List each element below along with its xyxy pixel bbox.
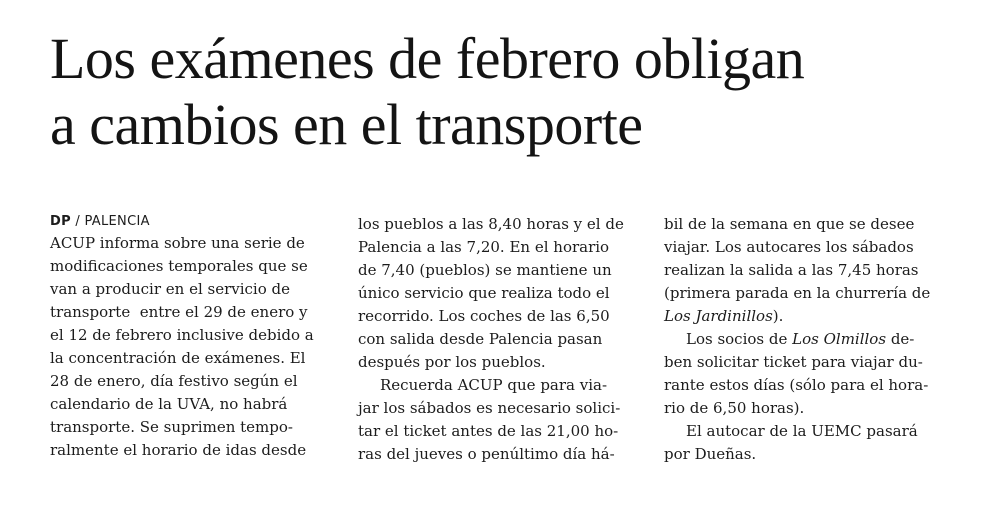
text-line: ben solicitar ticket para viajar du-: [664, 353, 923, 371]
text-fragment: ).: [772, 307, 784, 325]
paragraph: [664, 420, 954, 466]
byline-agency: DP: [50, 214, 71, 229]
text-line: El autocar de la UEMC pasará: [686, 422, 918, 440]
text-line: transporte. Se suprimen tempo-: [50, 418, 293, 436]
text-line: [664, 328, 954, 351]
text-line: Palencia a las 7,20. En el horario: [358, 238, 610, 256]
paragraph: [664, 328, 954, 420]
paragraph: [50, 232, 340, 462]
article-column-1: [50, 213, 340, 462]
text-line: (primera parada en la churrería de: [664, 284, 931, 302]
byline-location: PALENCIA: [84, 214, 150, 229]
text-line: calendario de la UVA, no habrá: [50, 395, 288, 413]
paragraph: [664, 213, 954, 328]
text-line: ACUP informa sobre una serie de: [50, 234, 305, 252]
text-line: por Dueñas.: [664, 445, 757, 463]
text-line: la concentración de exámenes. El: [50, 349, 306, 367]
text-line: 28 de enero, día festivo según el: [50, 372, 298, 390]
paragraph: [358, 374, 648, 466]
text-line: tar el ticket antes de las 21,00 ho-: [358, 422, 619, 440]
headline-line-1: Los exámenes de febrero obligan: [50, 26, 805, 91]
text-line: Recuerda ACUP que para via-: [380, 376, 608, 394]
text-line: jar los sábados es necesario solici-: [358, 399, 621, 417]
company-name: Los Olmillos: [792, 330, 887, 348]
text-line: rio de 6,50 horas).: [664, 399, 805, 417]
text-line: con salida desde Palencia pasan: [358, 330, 603, 348]
text-line: viajar. Los autocares los sábados: [664, 238, 914, 256]
text-line: van a producir en el servicio de: [50, 280, 290, 298]
text-line: ralmente el horario de idas desde: [50, 441, 307, 459]
text-line: el 12 de febrero inclusive debido a: [50, 326, 314, 344]
paragraph: [358, 213, 648, 374]
article-column-3: [664, 213, 954, 466]
text-line: ras del jueves o penúltimo día há-: [358, 445, 615, 463]
headline: [50, 26, 980, 158]
headline-line-2: a cambios en el transporte: [50, 92, 643, 157]
text-line: [664, 305, 954, 328]
text-line: transporte entre el 29 de enero y: [50, 303, 308, 321]
text-fragment: de-: [886, 330, 915, 348]
text-line: de 7,40 (pueblos) se mantiene un: [358, 261, 612, 279]
text-line: rante estos días (sólo para el hora-: [664, 376, 929, 394]
byline: [50, 213, 340, 231]
text-line: los pueblos a las 8,40 horas y el de: [358, 215, 624, 233]
place-name: Los Jardinillos: [664, 307, 773, 325]
text-line: después por los pueblos.: [358, 353, 546, 371]
text-line: bil de la semana en que se desee: [664, 215, 915, 233]
text-line: único servicio que realiza todo el: [358, 284, 610, 302]
text-fragment: Los socios de: [686, 330, 793, 348]
article-column-2: [358, 213, 648, 466]
byline-separator: /: [75, 214, 81, 229]
text-line: modificaciones temporales que se: [50, 257, 308, 275]
text-line: recorrido. Los coches de las 6,50: [358, 307, 610, 325]
text-line: realizan la salida a las 7,45 horas: [664, 261, 919, 279]
